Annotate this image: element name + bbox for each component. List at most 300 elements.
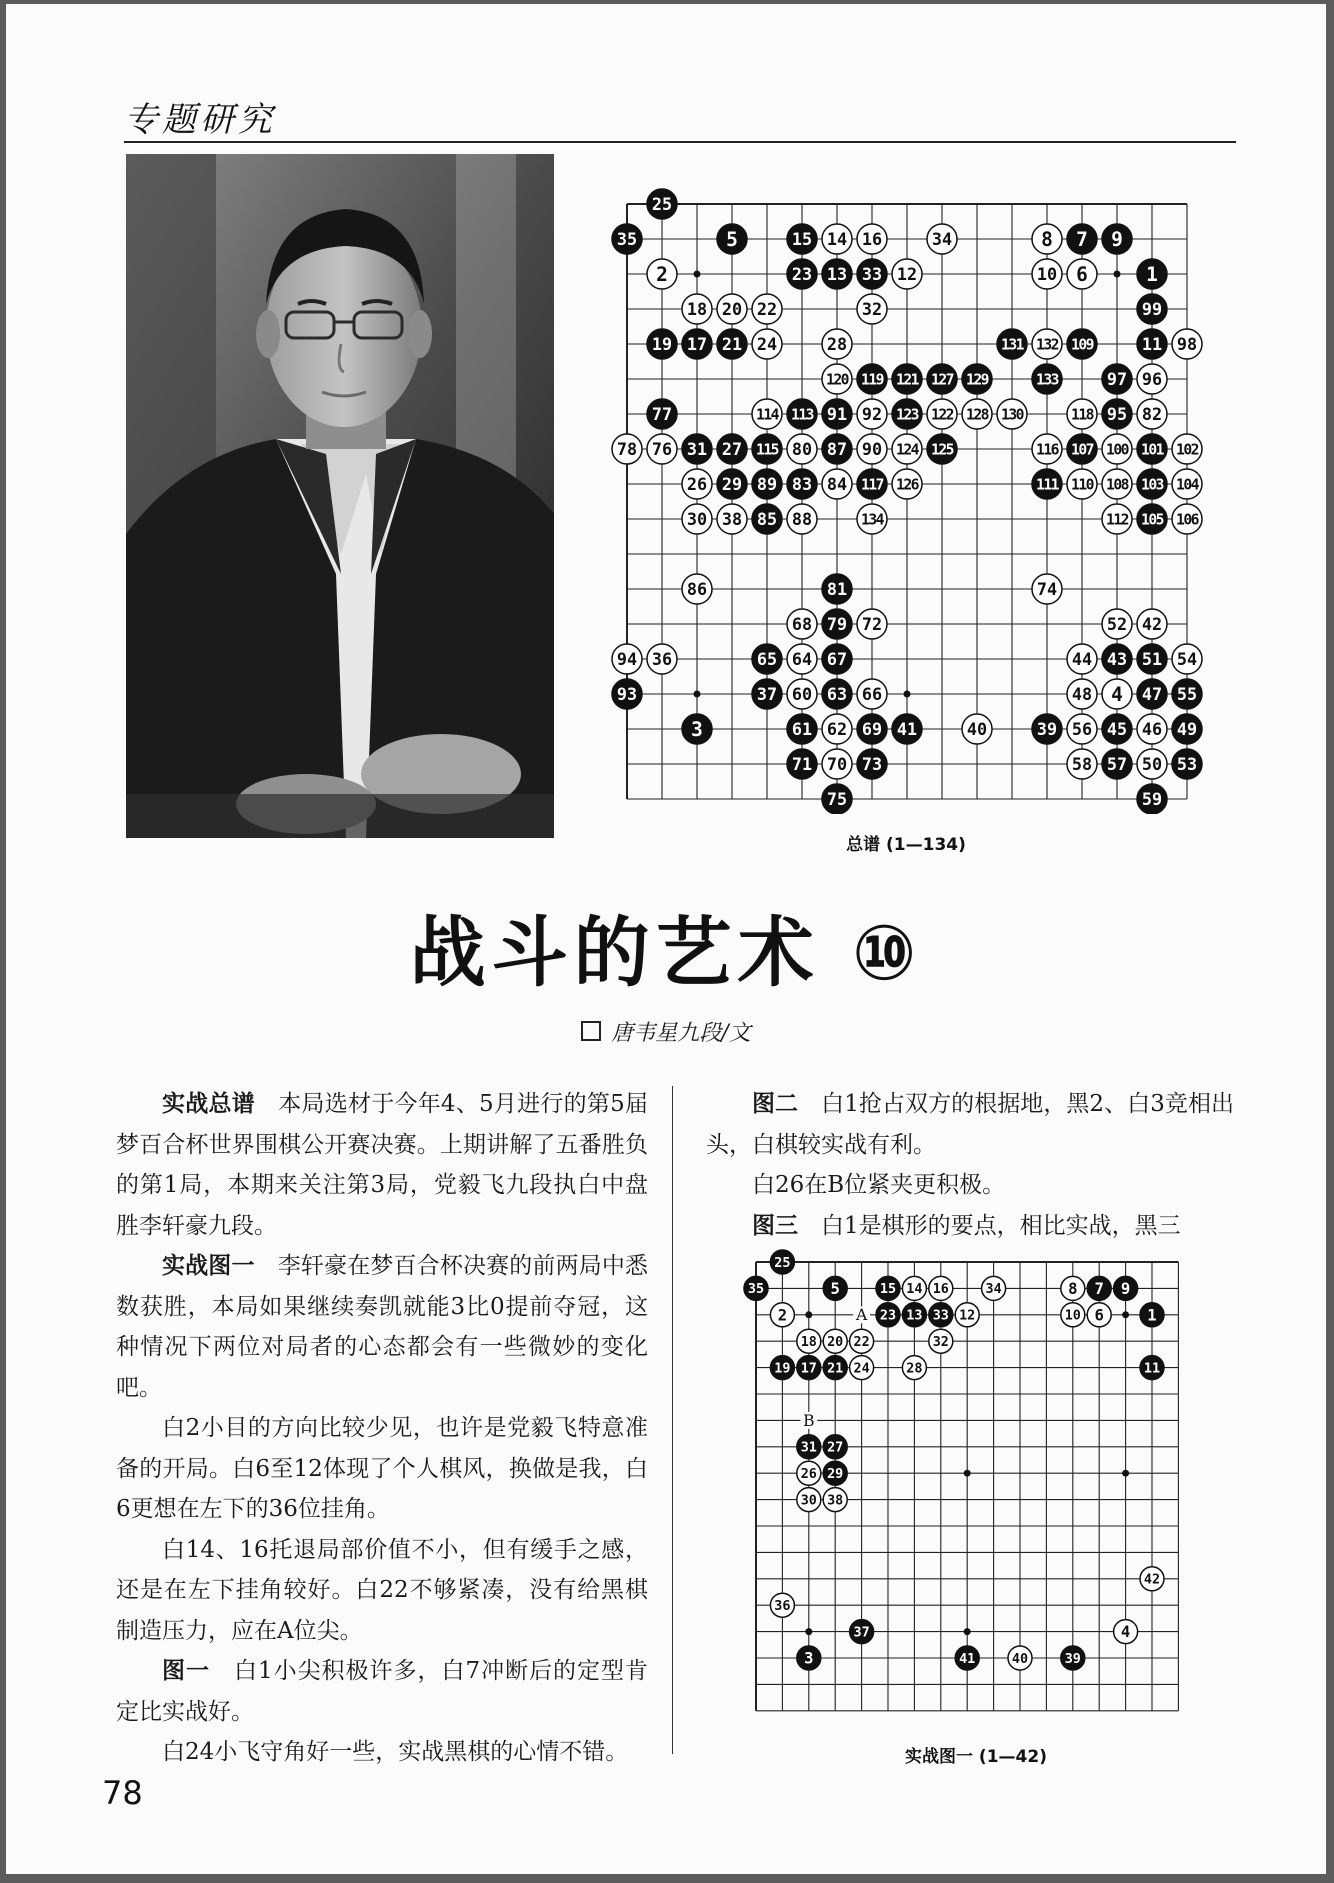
move-number: 126: [895, 476, 919, 494]
white-stone: [682, 294, 712, 324]
move-number: 7: [1094, 1280, 1104, 1299]
move-number: 59: [1141, 789, 1163, 810]
star-point: [904, 691, 911, 698]
white-stone: [1102, 679, 1132, 709]
move-number: 51: [1141, 649, 1163, 670]
move-number: 38: [827, 1493, 844, 1509]
left-text-column: [116, 1084, 648, 1773]
black-stone: [1137, 784, 1167, 814]
white-stone: [822, 469, 852, 499]
move-number: 58: [1071, 754, 1093, 775]
black-stone: [1137, 294, 1167, 324]
move-number: 28: [906, 1361, 923, 1377]
black-stone: [929, 1303, 953, 1327]
white-stone: [752, 329, 782, 359]
white-stone: [850, 1329, 874, 1353]
white-stone: [857, 434, 887, 464]
black-stone: [822, 434, 852, 464]
figure-one-caption: 实战图一 (1—42): [905, 1747, 1047, 1767]
white-stone: [682, 504, 712, 534]
move-number: 55: [1176, 684, 1198, 705]
black-stone: [1114, 1276, 1138, 1300]
move-number: 120: [825, 371, 849, 389]
paragraph: [116, 1530, 648, 1652]
black-stone: [1032, 469, 1062, 499]
move-number: 45: [1106, 719, 1128, 740]
black-stone: [797, 1435, 821, 1459]
move-number: 8: [1068, 1280, 1078, 1299]
white-stone: [892, 469, 922, 499]
black-stone: [1067, 224, 1097, 254]
move-number: 12: [959, 1308, 976, 1324]
paragraph: [116, 1408, 648, 1530]
move-number: 113: [790, 406, 814, 424]
white-stone: [1114, 1620, 1138, 1644]
move-number: 2: [777, 1306, 788, 1325]
star-point: [805, 1311, 812, 1318]
column-divider: [672, 1086, 673, 1754]
move-number: 56: [1071, 719, 1093, 740]
move-number: 124: [895, 441, 919, 459]
move-number: 69: [861, 719, 883, 740]
move-number: 129: [965, 371, 989, 389]
black-stone: [1032, 714, 1062, 744]
move-number: 75: [826, 789, 848, 810]
white-stone: [857, 679, 887, 709]
paragraph-lead: 图三: [752, 1212, 798, 1239]
move-number: 95: [1106, 404, 1128, 425]
move-number: 80: [791, 439, 813, 460]
move-number: 19: [651, 334, 673, 355]
move-number: 40: [966, 719, 988, 740]
white-stone: [1061, 1276, 1085, 1300]
move-number: 39: [1036, 719, 1058, 740]
black-stone: [647, 189, 677, 219]
move-number: 118: [1070, 406, 1094, 424]
paragraph-text: 白14、16托退局部价值不小，但有缓手之感，还是在左下挂角较好。白22不够紧凑，没有给黑棋制造压力，应在A位尖。: [116, 1536, 648, 1644]
header-rule: [124, 141, 1236, 143]
white-stone: [752, 294, 782, 324]
paragraph: [706, 1165, 1234, 1206]
black-stone: [682, 714, 712, 744]
paragraph-text: 白2小目的方向比较少见，也许是党毅飞特意准备的开局。白6至12体现了个人棋风，换做是我，白6更想在左下的36位挂角。: [116, 1415, 648, 1522]
star-point: [964, 1470, 971, 1477]
paragraph: [116, 1246, 648, 1408]
move-number: 2: [656, 263, 668, 287]
white-stone: [647, 644, 677, 674]
white-stone: [1067, 259, 1097, 289]
move-number: 46: [1141, 719, 1163, 740]
move-number: 105: [1140, 511, 1164, 529]
black-stone: [955, 1646, 979, 1670]
move-number: 18: [800, 1335, 817, 1351]
move-number: 10: [1064, 1308, 1081, 1324]
move-number: 5: [726, 228, 738, 252]
page-number: 78: [102, 1774, 143, 1812]
move-number: 21: [827, 1361, 844, 1377]
paragraph-lead: 图一: [162, 1658, 210, 1684]
black-stone: [752, 504, 782, 534]
black-stone: [787, 469, 817, 499]
black-stone: [1032, 364, 1062, 394]
white-stone: [1102, 434, 1132, 464]
white-stone: [717, 294, 747, 324]
white-stone: [787, 434, 817, 464]
black-stone: [1102, 749, 1132, 779]
star-point: [1114, 271, 1121, 278]
white-stone: [822, 749, 852, 779]
move-number: 36: [774, 1599, 791, 1615]
move-number: 35: [616, 229, 638, 250]
move-number: 128: [965, 406, 989, 424]
move-number: 109: [1070, 336, 1094, 354]
move-number: 28: [826, 334, 848, 355]
move-number: 72: [861, 614, 883, 635]
move-number: 40: [1011, 1651, 1029, 1667]
move-number: 39: [1064, 1651, 1081, 1667]
black-stone: [1067, 329, 1097, 359]
move-number: 110: [1070, 476, 1094, 494]
move-number: 20: [721, 299, 743, 320]
move-number: 48: [1071, 684, 1093, 705]
move-number: 107: [1070, 441, 1094, 459]
move-number: 14: [826, 229, 848, 250]
black-stone: [1137, 259, 1167, 289]
move-number: 32: [932, 1335, 949, 1351]
move-number: 106: [1175, 511, 1199, 529]
point-label: A: [855, 1306, 868, 1325]
move-number: 9: [1120, 1280, 1131, 1299]
move-number: 116: [1035, 441, 1059, 459]
move-number: 37: [756, 684, 778, 705]
black-stone: [770, 1250, 794, 1274]
move-number: 102: [1175, 441, 1199, 459]
move-number: 23: [791, 264, 813, 285]
move-number: 91: [826, 404, 848, 425]
white-stone: [1172, 469, 1202, 499]
white-stone: [1102, 469, 1132, 499]
white-stone: [787, 609, 817, 639]
paragraph-text: 白1小尖积极许多，白7冲断后的定型肯定比实战好。: [116, 1658, 649, 1725]
move-number: 83: [791, 474, 813, 495]
black-stone: [997, 329, 1027, 359]
white-stone: [1032, 259, 1062, 289]
move-number: 62: [826, 719, 848, 740]
white-stone: [647, 259, 677, 289]
black-stone: [1061, 1646, 1085, 1670]
move-number: 82: [1141, 404, 1163, 425]
white-stone: [997, 399, 1027, 429]
black-stone: [682, 434, 712, 464]
move-number: 89: [756, 474, 778, 495]
move-number: 42: [1141, 614, 1163, 635]
white-stone: [1172, 329, 1202, 359]
black-stone: [1137, 504, 1167, 534]
star-point: [964, 1628, 971, 1635]
white-stone: [929, 1329, 953, 1353]
move-number: 103: [1140, 476, 1164, 494]
move-number: 15: [879, 1282, 897, 1298]
move-number: 35: [747, 1282, 765, 1298]
move-number: 74: [1036, 579, 1058, 600]
move-number: 44: [1071, 649, 1093, 670]
black-stone: [876, 1276, 900, 1300]
white-stone: [892, 259, 922, 289]
black-stone: [857, 469, 887, 499]
move-number: 93: [616, 684, 638, 705]
star-point: [1122, 1311, 1129, 1318]
move-number: 90: [861, 439, 883, 460]
move-number: 3: [691, 718, 703, 742]
article-title: 战斗的艺术 ⑩: [409, 908, 923, 997]
white-stone: [770, 1303, 794, 1327]
move-number: 33: [932, 1308, 949, 1324]
black-stone: [822, 644, 852, 674]
star-point: [694, 271, 701, 278]
move-number: 127: [930, 371, 954, 389]
black-stone: [857, 364, 887, 394]
move-number: 9: [1111, 228, 1123, 252]
black-stone: [752, 434, 782, 464]
black-stone: [822, 609, 852, 639]
move-number: 78: [616, 439, 638, 460]
paragraph: [116, 1651, 648, 1732]
black-stone: [823, 1461, 847, 1485]
white-stone: [1137, 399, 1167, 429]
black-stone: [857, 714, 887, 744]
move-number: 13: [906, 1308, 923, 1324]
move-number: 71: [791, 754, 813, 775]
white-stone: [1137, 714, 1167, 744]
move-number: 52: [1106, 614, 1128, 635]
black-stone: [927, 434, 957, 464]
black-stone: [752, 644, 782, 674]
white-stone: [823, 1329, 847, 1353]
paragraph: [116, 1732, 648, 1773]
black-stone: [876, 1303, 900, 1327]
move-number: 57: [1106, 754, 1128, 775]
black-stone: [797, 1356, 821, 1380]
black-stone: [823, 1356, 847, 1380]
black-stone: [717, 329, 747, 359]
magazine-page: [6, 4, 1326, 1874]
white-stone: [929, 1276, 953, 1300]
player-photo-illustration: [126, 154, 554, 838]
move-number: 49: [1176, 719, 1198, 740]
white-stone: [787, 504, 817, 534]
star-point: [1122, 1470, 1129, 1477]
white-stone: [902, 1356, 926, 1380]
move-number: 29: [827, 1467, 844, 1483]
black-stone: [647, 399, 677, 429]
move-number: 98: [1176, 334, 1198, 355]
black-stone: [1172, 749, 1202, 779]
move-number: 31: [686, 439, 708, 460]
white-stone: [1061, 1303, 1085, 1327]
move-number: 111: [1035, 476, 1059, 494]
black-stone: [787, 224, 817, 254]
white-stone: [682, 469, 712, 499]
move-number: 99: [1141, 299, 1163, 320]
paragraph-text: 白1抢占双方的根据地，黑2、白3竞相出头，白棋较实战有利。: [706, 1091, 1235, 1158]
white-stone: [1067, 679, 1097, 709]
move-number: 133: [1035, 371, 1059, 389]
move-number: 132: [1035, 336, 1059, 354]
white-stone: [787, 644, 817, 674]
board-grid: [756, 1262, 1178, 1711]
move-number: 33: [861, 264, 883, 285]
black-stone: [1102, 399, 1132, 429]
move-number: 125: [930, 441, 954, 459]
black-stone: [612, 679, 642, 709]
section-header: 专题研究: [124, 100, 276, 140]
move-number: 13: [826, 264, 848, 285]
move-number: 30: [800, 1493, 817, 1509]
white-stone: [1172, 504, 1202, 534]
move-number: 108: [1105, 476, 1129, 494]
white-stone: [1032, 434, 1062, 464]
move-number: 64: [791, 649, 813, 670]
white-stone: [797, 1329, 821, 1353]
white-stone: [787, 679, 817, 709]
move-number: 123: [895, 406, 919, 424]
move-number: 25: [651, 194, 673, 215]
move-number: 10: [1036, 264, 1058, 285]
black-stone: [1102, 644, 1132, 674]
move-number: 26: [686, 474, 708, 495]
white-stone: [850, 1356, 874, 1380]
move-number: 66: [861, 684, 883, 705]
move-number: 11: [1141, 334, 1163, 355]
move-number: 23: [879, 1308, 897, 1324]
white-stone: [822, 224, 852, 254]
move-number: 11: [1143, 1361, 1161, 1377]
white-stone: [962, 399, 992, 429]
black-stone: [892, 364, 922, 394]
move-number: 25: [774, 1255, 791, 1271]
move-number: 22: [756, 299, 778, 320]
figure-one-board: [726, 1240, 1210, 1730]
move-number: 6: [1094, 1306, 1104, 1325]
paragraph-text: 白26在B位紧夹更积极。: [752, 1172, 1006, 1198]
move-number: 61: [791, 719, 813, 740]
move-number: 16: [861, 229, 883, 250]
black-stone: [1137, 644, 1167, 674]
white-stone: [823, 1488, 847, 1512]
black-stone: [850, 1620, 874, 1644]
move-number: 27: [827, 1440, 844, 1456]
black-stone: [892, 399, 922, 429]
white-stone: [752, 399, 782, 429]
black-stone: [962, 364, 992, 394]
paragraph-text: 李轩豪在梦百合杯决赛的前两局中悉数获胜，本局如果继续奏凯就能3比0提前夺冠，这种情况下两位对局者的心态都会有一些微妙的变化吧。: [116, 1253, 649, 1401]
white-stone: [1137, 749, 1167, 779]
paragraph-text: 白1是棋形的要点，相比实战，黑三: [821, 1212, 1181, 1239]
point-label: B: [803, 1411, 815, 1430]
white-stone: [1102, 609, 1132, 639]
move-number: 84: [826, 474, 848, 495]
move-number: 14: [906, 1282, 923, 1298]
board-grid: [627, 204, 1187, 799]
move-number: 32: [861, 299, 883, 320]
black-stone: [744, 1276, 768, 1300]
move-number: 104: [1175, 476, 1199, 494]
player-photo: [126, 154, 554, 838]
paragraph-text: 本局选材于今年4、5月进行的第5届梦百合杯世界围棋公开赛决赛。上期讲解了五番胜负的第1局，本期来关注第3局，党毅飞九段执白中盘胜李轩豪九段。: [116, 1091, 649, 1239]
byline-text: 唐韦星九段/文: [611, 1021, 751, 1046]
black-stone: [927, 364, 957, 394]
white-stone: [1067, 469, 1097, 499]
black-stone: [822, 259, 852, 289]
star-point: [805, 1628, 812, 1635]
white-stone: [1102, 504, 1132, 534]
paragraph-text: 白24小飞守角好一些，实战黑棋的心情不错。: [162, 1739, 629, 1765]
paragraph-lead: 实战总谱: [162, 1091, 255, 1117]
move-number: 18: [686, 299, 708, 320]
white-stone: [1067, 399, 1097, 429]
move-number: 15: [791, 229, 813, 250]
move-number: 21: [721, 334, 743, 355]
black-stone: [770, 1356, 794, 1380]
move-number: 121: [895, 371, 919, 389]
black-stone: [787, 749, 817, 779]
black-stone: [822, 784, 852, 814]
black-stone: [1102, 714, 1132, 744]
move-number: 112: [1105, 511, 1129, 529]
move-number: 4: [1111, 683, 1123, 707]
move-number: 92: [861, 404, 883, 425]
white-stone: [1067, 644, 1097, 674]
star-point: [694, 691, 701, 698]
white-stone: [1032, 574, 1062, 604]
black-stone: [752, 469, 782, 499]
black-stone: [1137, 434, 1167, 464]
paragraph-lead: 图二: [752, 1091, 799, 1117]
white-stone: [982, 1276, 1006, 1300]
move-number: 65: [756, 649, 778, 670]
move-number: 115: [755, 441, 779, 459]
move-number: 88: [791, 509, 813, 530]
move-number: 30: [686, 509, 708, 530]
move-number: 114: [755, 406, 779, 424]
paragraph: [706, 1084, 1234, 1165]
black-stone: [822, 574, 852, 604]
move-number: 29: [721, 474, 743, 495]
white-stone: [857, 609, 887, 639]
black-stone: [1172, 679, 1202, 709]
black-stone: [752, 679, 782, 709]
white-stone: [1067, 749, 1097, 779]
black-stone: [647, 329, 677, 359]
move-number: 41: [959, 1651, 976, 1667]
black-stone: [682, 329, 712, 359]
move-number: 117: [860, 476, 884, 494]
move-number: 85: [756, 509, 778, 530]
move-number: 36: [651, 649, 673, 670]
white-stone: [612, 434, 642, 464]
move-number: 122: [930, 406, 954, 424]
move-number: 42: [1143, 1572, 1161, 1588]
main-game-record-board: [584, 174, 1224, 814]
paragraph-lead: 实战图一: [162, 1253, 255, 1279]
move-number: 5: [830, 1280, 840, 1299]
move-number: 70: [826, 754, 848, 775]
black-stone: [1087, 1276, 1111, 1300]
move-number: 63: [826, 684, 848, 705]
paragraph: [116, 1084, 648, 1246]
white-stone: [955, 1303, 979, 1327]
move-number: 3: [804, 1649, 814, 1668]
